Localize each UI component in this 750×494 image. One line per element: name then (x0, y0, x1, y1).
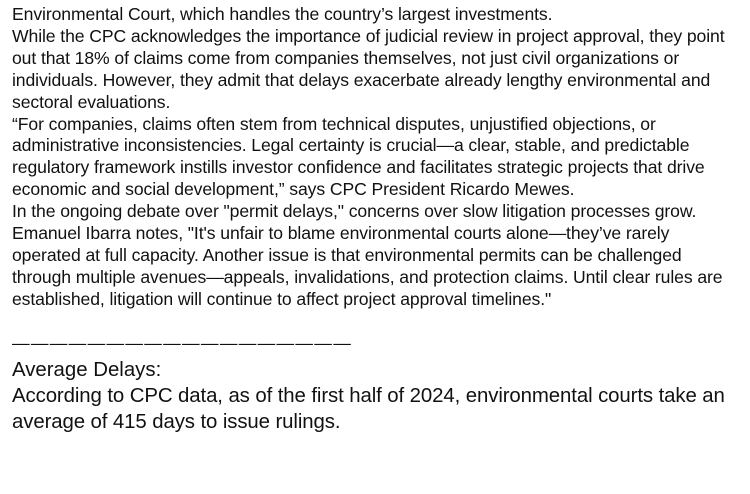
section-heading: Average Delays: (12, 359, 162, 382)
paragraph-cpc-president-quote: “For companies, claims often stem from technical disputes, unjustified objections, or administrative inconsistencies. Legal certainty is crucial—a clear, stable, and predictable regulatory framework instills investor confidence and facilitates strategic projects that drive economic and social development,” says CPC President Ricardo Mewes. (12, 113, 705, 200)
section-body: According to CPC data, as of the first half of 2024, environmental courts take an average of 415 days to issue rulings. (12, 385, 725, 434)
paragraph-cpc-judicial-review: While the CPC acknowledges the importance of judicial review in project approval, they point out that 18% of claims come from companies themselves, not just civil organizations or individuals. However, they admit that delays exacerbate already lengthy environmental and sectoral evaluations. (12, 25, 725, 112)
paragraph-intro: Environmental Court, which handles the country’s largest investments. (12, 4, 553, 24)
blank-line (12, 311, 742, 333)
section-divider: —————————————————— (12, 332, 353, 353)
paragraph-permit-delays: In the ongoing debate over "permit delays," concerns over slow litigation processes grow. Emanuel Ibarra notes, "It's unfair to blame environmental courts alone—they’ve rarely operated at full capacity. Another issue is that environmental permits can be challenged through multiple avenues—appeals, invalidations, and protection claims. Until clear rules are established, litigation will continue to affect project approval timelines." (12, 201, 723, 309)
article (12, 4, 742, 435)
